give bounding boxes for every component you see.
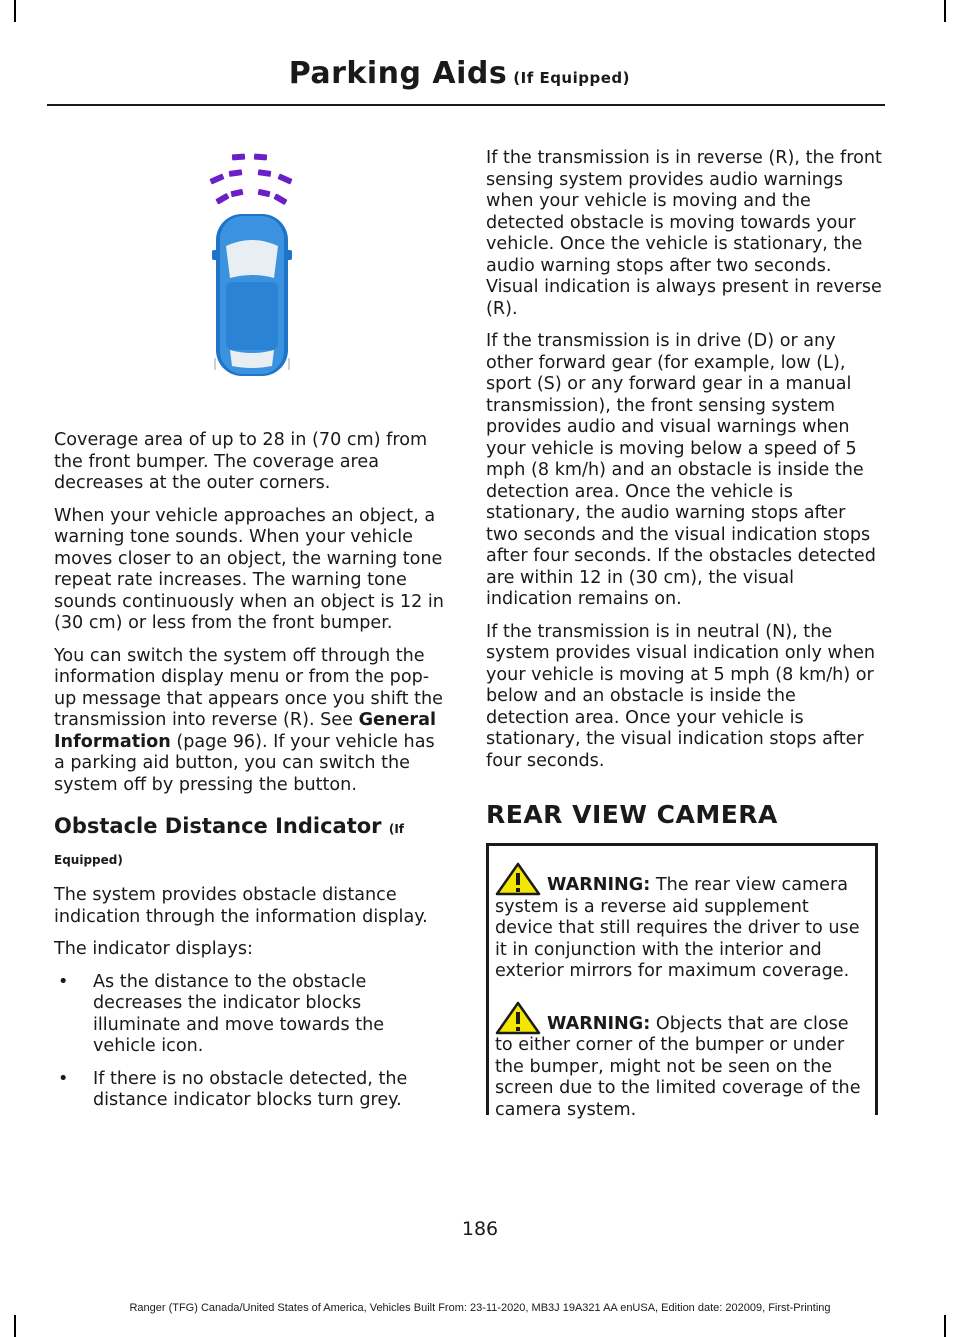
page-title-suffix: (If Equipped) <box>513 69 630 87</box>
header-divider <box>47 104 885 106</box>
indication-paragraph: The system provides obstacle distance indication through the information display. <box>54 885 428 927</box>
warning-item <box>495 1001 869 1122</box>
left-column <box>54 430 450 1123</box>
warning-triangle-icon <box>495 1001 541 1035</box>
vehicle-body <box>212 214 292 376</box>
page-title <box>289 56 630 91</box>
bullet-icon: • <box>58 971 69 992</box>
list-item <box>54 972 450 1058</box>
bullet-icon: • <box>58 1068 69 1089</box>
obstacle-indicator-title: Obstacle Distance Indicator <box>54 814 382 838</box>
list-item-text: If there is no obstacle detected, the distance indicator blocks turn grey. <box>93 1068 408 1110</box>
switch-off-text-b: (page 96). If your vehicle has a parking aid button, you can switch the system off by pressing the button. <box>54 731 435 795</box>
page-title-main: Parking Aids <box>288 56 508 91</box>
switch-off-paragraph <box>54 646 450 797</box>
general-information-link[interactable]: General Information <box>54 710 436 752</box>
crop-mark-top-left <box>14 0 16 22</box>
warning-item <box>495 862 869 983</box>
obstacle-indicator-heading <box>54 812 450 874</box>
warning-box <box>486 843 878 1120</box>
crop-mark-top-right <box>944 0 946 22</box>
rear-view-camera-heading: REAR VIEW CAMERA <box>486 800 778 829</box>
warning-tone-paragraph: When your vehicle approaches an object, a warning tone sounds. When your vehicle moves closer to an object, the warning tone repeat rate increases. The warning tone sounds continuously when an object is 12 in (30 cm) or less from the front bumper. <box>54 505 444 633</box>
crop-mark-bottom-left <box>14 1315 16 1337</box>
warning-label: WARNING: <box>547 875 651 895</box>
coverage-paragraph: Coverage area of up to 28 in (70 cm) from the front bumper. The coverage area decreases at the outer corners. <box>54 430 428 493</box>
drive-paragraph: If the transmission is in drive (D) or any other forward gear (for example, low (L), sport (S) or any forward gear in a manual transmission), the front sensing system provides audio and visual warnings when your vehicle is moving below a speed of 5 mph (8 km/h) and an obstacle is inside the detection area. Once the vehicle is stationary, the audio warning stops after two seconds and the visual indication stops after four seconds. If the obstacles detected are within 12 in (30 cm), the visual indication remains on. <box>486 331 876 609</box>
footer-edition-info: Ranger (TFG) Canada/United States of America, Vehicles Built From: 23-11-2020, MB3J 19A321 AA enUSA, Edition date: 202009, First-Printing <box>129 1302 831 1314</box>
crop-mark-bottom-right <box>944 1315 946 1337</box>
obstacle-indicator-suffix: (If Equipped) <box>54 822 405 867</box>
warning-triangle-icon <box>495 862 541 896</box>
warning-text: Objects that are close to either corner of the bumper or under the bumper, might not be seen on the screen due to the limited coverage of the camera system. <box>495 1013 861 1120</box>
warning-text: The rear view camera system is a reverse aid supplement device that still requires the driver to use it in conjunction with the interior and exterior mirrors for maximum coverage. <box>495 875 860 981</box>
right-column <box>486 148 882 856</box>
sensor-arcs <box>209 154 292 206</box>
vehicle-front-sensors-icon <box>196 146 306 386</box>
list-item-text: As the distance to the obstacle decreases the indicator blocks illuminate and move towards the vehicle icon. <box>93 971 385 1056</box>
indicator-intro: The indicator displays: <box>54 939 253 959</box>
warning-label: WARNING: <box>547 1013 651 1034</box>
switch-off-text-a: You can switch the system off through the information display menu or from the pop-up message that appears once you shift the transmission into reverse (R). See <box>54 645 443 730</box>
neutral-paragraph: If the transmission is in neutral (N), the system provides visual indication only when your vehicle is moving at 5 mph (8 km/h) or below and an obstacle is inside the detection area. Once your vehicle is stationary, the visual indication stops after four seconds. <box>486 621 876 771</box>
reverse-paragraph: If the transmission is in reverse (R), the front sensing system provides audio warnings when your vehicle is moving and the detected obstacle is moving towards your vehicle. Once the vehicle is stationary, the audio warning stops after two seconds. Visual indication is always present in reverse (R). <box>486 148 882 319</box>
list-item <box>54 1069 450 1112</box>
page-number: 186 <box>461 1218 499 1240</box>
